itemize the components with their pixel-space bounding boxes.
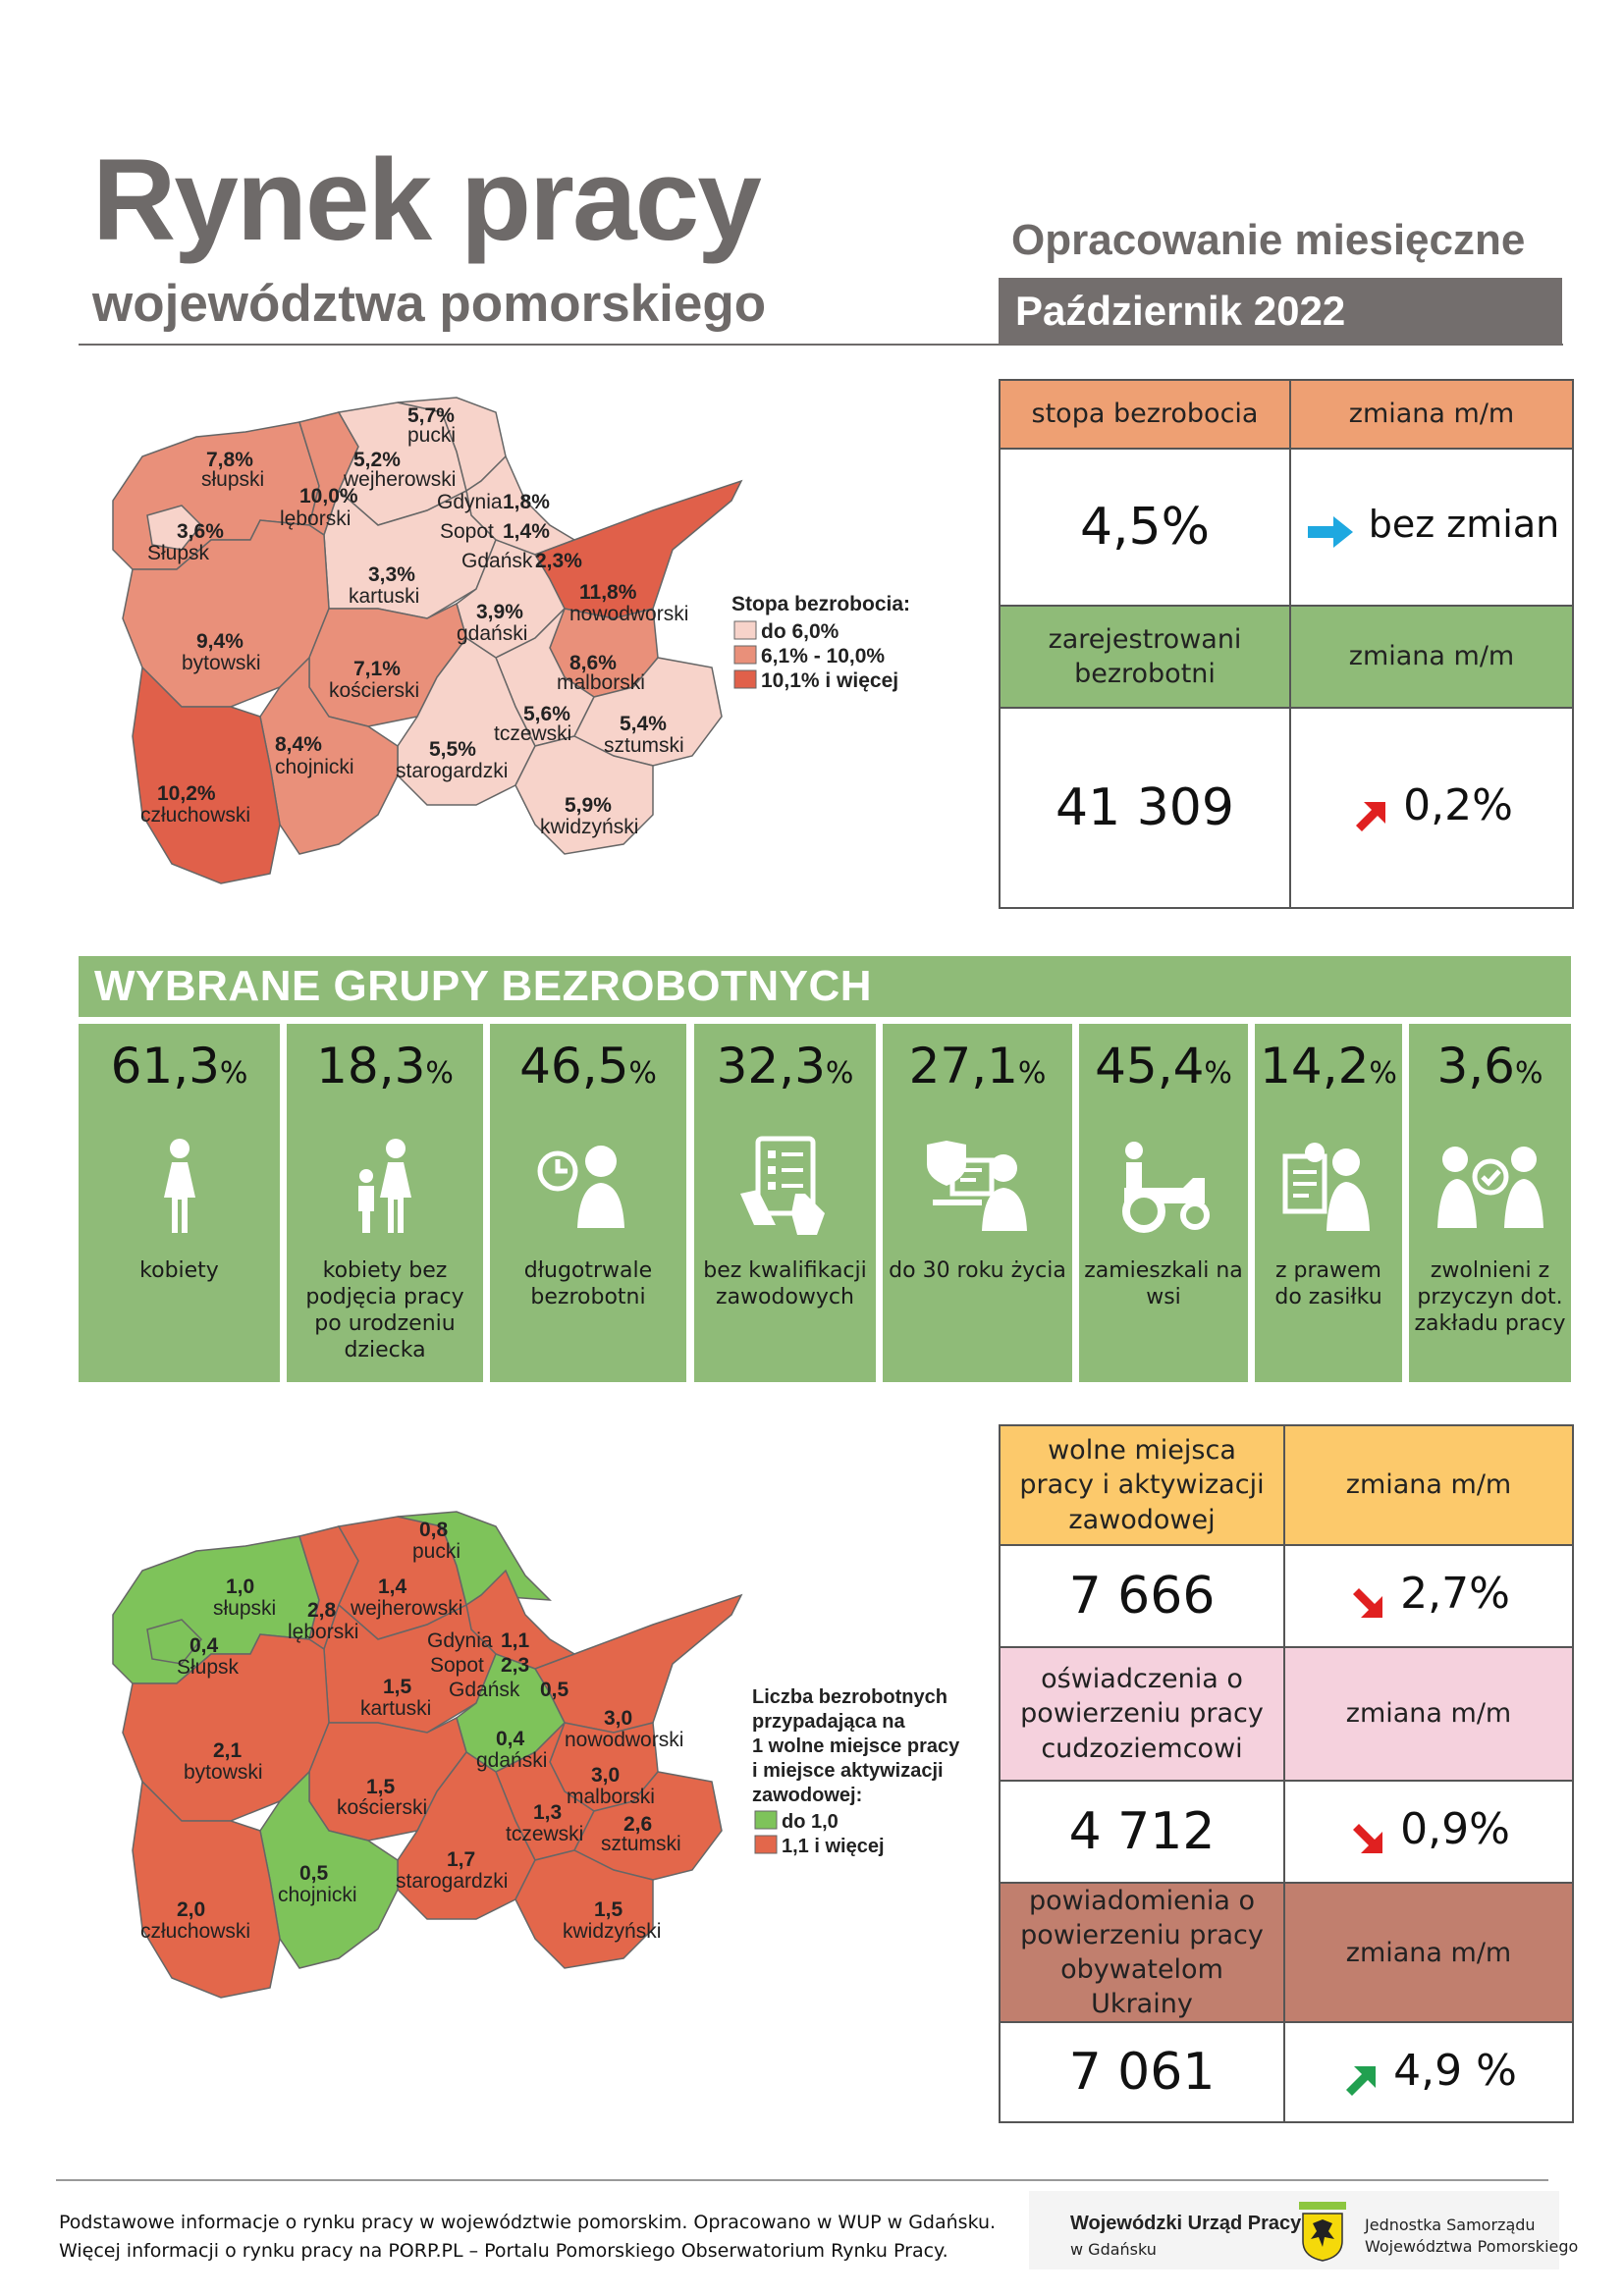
footer-text <box>59 2209 996 2266</box>
map1-value: 11,8% <box>579 581 637 604</box>
vacancy-change-header: zmiana m/m <box>1284 1425 1573 1545</box>
groups-title: WYBRANE GRUPY BEZROBOTNYCH <box>94 962 873 1010</box>
report-period: Październik 2022 <box>999 278 1562 345</box>
rate-change-cell <box>1290 449 1573 606</box>
js-line-1: Jednostka Samorządu <box>1365 2216 1536 2234</box>
map2-name: starogardzki <box>396 1870 509 1893</box>
unemployment-rate-map <box>103 393 967 903</box>
declarations-value: 4 712 <box>1000 1781 1284 1883</box>
map2-name: kartuski <box>360 1697 432 1720</box>
registered-value: 41 309 <box>1000 708 1290 908</box>
map1-name: pucki <box>407 424 457 447</box>
rate-change-header: zmiana m/m <box>1290 380 1573 449</box>
js-line-2: Województwa Pomorskiego <box>1365 2237 1579 2256</box>
vacancies-table <box>999 1424 1574 2123</box>
group-mothers <box>287 1024 483 1382</box>
map1-name: wejherowski <box>344 468 457 491</box>
map1-value: 7,8% <box>206 449 253 471</box>
map2-value: 3,0 <box>604 1707 633 1730</box>
group-no-qualifications <box>694 1024 876 1382</box>
arrow-down-right-icon <box>1347 1820 1386 1859</box>
map1-value: 5,9% <box>565 794 612 817</box>
wup-name: Wojewódzki Urząd Pracy <box>1070 2213 1302 2234</box>
map2-value: 1,3 <box>533 1801 563 1824</box>
map2-name: kościerski <box>337 1796 428 1819</box>
group-value: 27,1 <box>908 1038 1018 1095</box>
group-value: 32,3 <box>716 1038 826 1095</box>
map2-value: 2,6 <box>623 1813 653 1836</box>
arrow-up-right-icon <box>1340 2060 1380 2100</box>
map1-value: 5,5% <box>429 738 476 761</box>
map1-name: bytowski <box>182 652 261 674</box>
map1-value: 3,3% <box>368 563 415 586</box>
map1-name: tczewski <box>494 722 572 745</box>
group-label: długotrwale bezrobotni <box>523 1258 653 1309</box>
group-label: bez kwalifikacji zawodowych <box>703 1258 867 1309</box>
map1-legend-item: do 6,0% <box>761 620 839 643</box>
declarations-change-header: zmiana m/m <box>1284 1647 1573 1781</box>
mother-child-icon <box>352 1137 417 1235</box>
map1-value: 10,2% <box>157 782 216 805</box>
notifications-change-value: 4,9 % <box>1393 2045 1517 2096</box>
map1-value: 8,6% <box>569 652 617 674</box>
map1-name: człuchowski <box>140 804 251 827</box>
map1-name: kościerski <box>329 679 420 702</box>
rate-header: stopa bezrobocia <box>1000 380 1290 449</box>
tractor-icon <box>1114 1139 1213 1233</box>
wup-city: w Gdańsku <box>1070 2240 1157 2259</box>
map1-name: starogardzki <box>396 760 509 782</box>
arrow-down-right-icon <box>1347 1584 1386 1624</box>
map2-value: 2,3 <box>501 1654 530 1677</box>
group-rural <box>1079 1024 1248 1382</box>
map1-name: kartuski <box>349 585 420 608</box>
registered-header: zarejestrowani bezrobotni <box>1000 606 1290 708</box>
page-title: Rynek pracy <box>92 135 760 265</box>
map2-name: bytowski <box>184 1761 263 1784</box>
group-pct: % <box>425 1056 454 1091</box>
map2-name: Sopot <box>430 1654 484 1677</box>
map2-value: 3,0 <box>591 1764 621 1787</box>
rate-value: 4,5% <box>1000 449 1290 606</box>
tablet-checklist-icon <box>736 1135 835 1237</box>
group-pct: % <box>1204 1056 1232 1091</box>
map1-name: Słupsk <box>147 542 210 564</box>
registered-change-value: 0,2% <box>1403 780 1513 831</box>
map2-legend-item: do 1,0 <box>782 1811 839 1833</box>
map2-name: wejherowski <box>351 1597 463 1620</box>
footer-line-1: Podstawowe informacje o rynku pracy w województwie pomorskim. Opracowano w WUP w Gdańsku. <box>59 2212 997 2233</box>
map1-value: 1,8% <box>503 491 550 513</box>
map2-name: pucki <box>412 1540 461 1563</box>
map2-name: nowodworski <box>565 1729 684 1751</box>
group-label: z prawem do zasiłku <box>1274 1258 1382 1309</box>
notifications-value: 7 061 <box>1000 2022 1284 2122</box>
report-type: Opracowanie miesięczne <box>1011 216 1526 264</box>
map1-name: kwidzyński <box>540 816 639 838</box>
group-pct: % <box>1515 1056 1543 1091</box>
map1-name: lęborski <box>280 507 352 530</box>
map2-value: 0,5 <box>540 1679 569 1701</box>
map1-name: malborski <box>557 671 645 694</box>
arrow-up-right-icon <box>1350 796 1389 835</box>
map2-value: 1,7 <box>447 1848 476 1871</box>
footer-divider <box>56 2179 1548 2181</box>
group-pct: % <box>1369 1056 1397 1091</box>
group-value: 3,6 <box>1436 1038 1515 1095</box>
registered-change-cell <box>1290 708 1573 908</box>
map1-name: nowodworski <box>569 603 689 625</box>
group-value: 46,5 <box>519 1038 629 1095</box>
map2-value: 0,4 <box>496 1728 525 1750</box>
js-name <box>1365 2215 1578 2258</box>
group-label: kobiety <box>139 1258 219 1283</box>
map1-value: 3,6% <box>177 520 224 543</box>
map2-value: 0,4 <box>189 1634 219 1657</box>
group-pct: % <box>628 1056 657 1091</box>
group-dismissed <box>1409 1024 1571 1382</box>
map1-name: chojnicki <box>275 756 354 778</box>
group-value: 14,2 <box>1260 1038 1370 1095</box>
map2-legend-title-3: 1 wolne miejsce pracy <box>752 1735 960 1757</box>
group-pct: % <box>219 1056 248 1091</box>
map2-name: lęborski <box>288 1621 359 1643</box>
map2-name: tczewski <box>506 1823 584 1845</box>
footer-line-2: Więcej informacji o rynku pracy na PORP.PL – Portalu Pomorskiego Obserwatorium Rynku Pracy. <box>59 2240 948 2262</box>
map1-value: 3,9% <box>476 601 523 623</box>
registered-change-header: zmiana m/m <box>1290 606 1573 708</box>
vacancy-change-value: 2,7% <box>1400 1569 1510 1620</box>
map2-name: gdański <box>476 1749 548 1772</box>
map1-value: 2,3% <box>535 550 582 572</box>
map2-name: Słupsk <box>177 1656 240 1679</box>
map2-value: 1,5 <box>383 1676 412 1698</box>
group-label: do 30 roku życia <box>889 1258 1066 1283</box>
map2-value: 1,5 <box>366 1776 396 1798</box>
map2-name: człuchowski <box>140 1920 251 1943</box>
map1-value: 8,4% <box>275 733 322 756</box>
map2-legend-title-4: i miejsce aktywizacji <box>752 1760 944 1782</box>
map1-value: 10,0% <box>299 485 358 507</box>
map1-name: gdański <box>457 622 528 645</box>
arrow-right-icon <box>1304 512 1355 552</box>
clock-person-icon <box>534 1142 642 1230</box>
map1-legend-title: Stopa bezrobocia: <box>731 593 911 615</box>
woman-icon <box>160 1137 199 1235</box>
map1-name: Sopot <box>440 520 494 543</box>
map2-value: 0,8 <box>419 1519 449 1541</box>
group-women <box>79 1024 280 1382</box>
vacancy-change-cell <box>1284 1545 1573 1647</box>
declarations-change-cell <box>1284 1781 1573 1883</box>
map1-value: 7,1% <box>353 658 401 680</box>
map1-name: Gdańsk <box>461 550 533 572</box>
map2-name: malborski <box>567 1786 655 1808</box>
group-value: 61,3 <box>110 1038 220 1095</box>
map1-value: 9,4% <box>196 630 244 653</box>
page-subtitle: województwa pomorskiego <box>92 275 767 333</box>
map2-value: 1,1 <box>501 1629 530 1652</box>
map2-value: 1,0 <box>226 1575 255 1598</box>
notifications-change-cell <box>1284 2022 1573 2122</box>
vacancy-header: wolne miejsca pracy i aktywizacji zawodowej <box>1000 1425 1284 1545</box>
map1-value: 1,4% <box>503 520 550 543</box>
group-label: kobiety bez podjęcia pracy po urodzeniu dziecka <box>305 1258 464 1362</box>
map1-legend-item: 6,1% - 10,0% <box>761 645 886 667</box>
group-pct: % <box>825 1056 854 1091</box>
map1-value: 5,2% <box>353 449 401 471</box>
map2-name: słupski <box>213 1597 277 1620</box>
map2-value: 1,5 <box>594 1898 623 1921</box>
vacancy-value: 7 666 <box>1000 1545 1284 1647</box>
map-region-nowodworski <box>535 1595 741 1733</box>
group-under-30 <box>883 1024 1072 1382</box>
map2-value: 0,5 <box>299 1862 329 1885</box>
map2-legend-title-2: przypadająca na <box>752 1711 905 1733</box>
vacancy-ratio-map <box>103 1507 967 2017</box>
map2-name: sztumski <box>601 1833 681 1855</box>
declarations-change-value: 0,9% <box>1400 1804 1510 1855</box>
declarations-header: oświadczenia o powierzeniu pracy cudzoziemcowi <box>1000 1647 1284 1781</box>
group-long-term <box>490 1024 686 1382</box>
map2-name: kwidzyński <box>563 1920 662 1943</box>
young-computer-icon <box>923 1139 1033 1233</box>
map1-value: 5,4% <box>620 713 667 735</box>
group-benefit <box>1255 1024 1402 1382</box>
map2-value: 1,4 <box>378 1575 407 1598</box>
pomorskie-emblem-icon <box>1299 2202 1346 2263</box>
map2-value: 2,8 <box>307 1599 337 1622</box>
rate-change-value: bez zmian <box>1368 502 1560 546</box>
map2-legend-title-5: zawodowej: <box>752 1785 863 1806</box>
map1-value: 5,7% <box>407 404 455 427</box>
benefit-document-icon <box>1281 1139 1376 1233</box>
map2-legend-item: 1,1 i więcej <box>782 1836 885 1857</box>
map2-name: Gdynia <box>427 1629 493 1652</box>
map2-name: Gdańsk <box>449 1679 520 1701</box>
map1-name: słupski <box>201 468 265 491</box>
map1-name: Gdynia <box>437 491 503 513</box>
map1-legend-item: 10,1% i więcej <box>761 669 899 692</box>
group-label: zwolnieni z przyczyn dot. zakładu pracy <box>1414 1258 1566 1336</box>
map1-name: sztumski <box>604 734 684 757</box>
unemployment-table <box>999 379 1574 909</box>
notifications-header: powiadomienia o powierzeniu pracy obywatelom Ukrainy <box>1000 1883 1284 2022</box>
group-label: zamieszkali na wsi <box>1084 1258 1243 1309</box>
group-value: 18,3 <box>316 1038 426 1095</box>
map2-name: chojnicki <box>278 1884 357 1906</box>
map2-value: 2,0 <box>177 1898 206 1921</box>
map2-legend-title-1: Liczba bezrobotnych <box>752 1686 947 1708</box>
group-value: 45,4 <box>1095 1038 1205 1095</box>
dismissed-people-icon <box>1434 1142 1547 1230</box>
map2-value: 2,1 <box>213 1739 243 1762</box>
notifications-change-header: zmiana m/m <box>1284 1883 1573 2022</box>
map1-value: 5,6% <box>523 703 570 725</box>
group-pct: % <box>1017 1056 1047 1091</box>
